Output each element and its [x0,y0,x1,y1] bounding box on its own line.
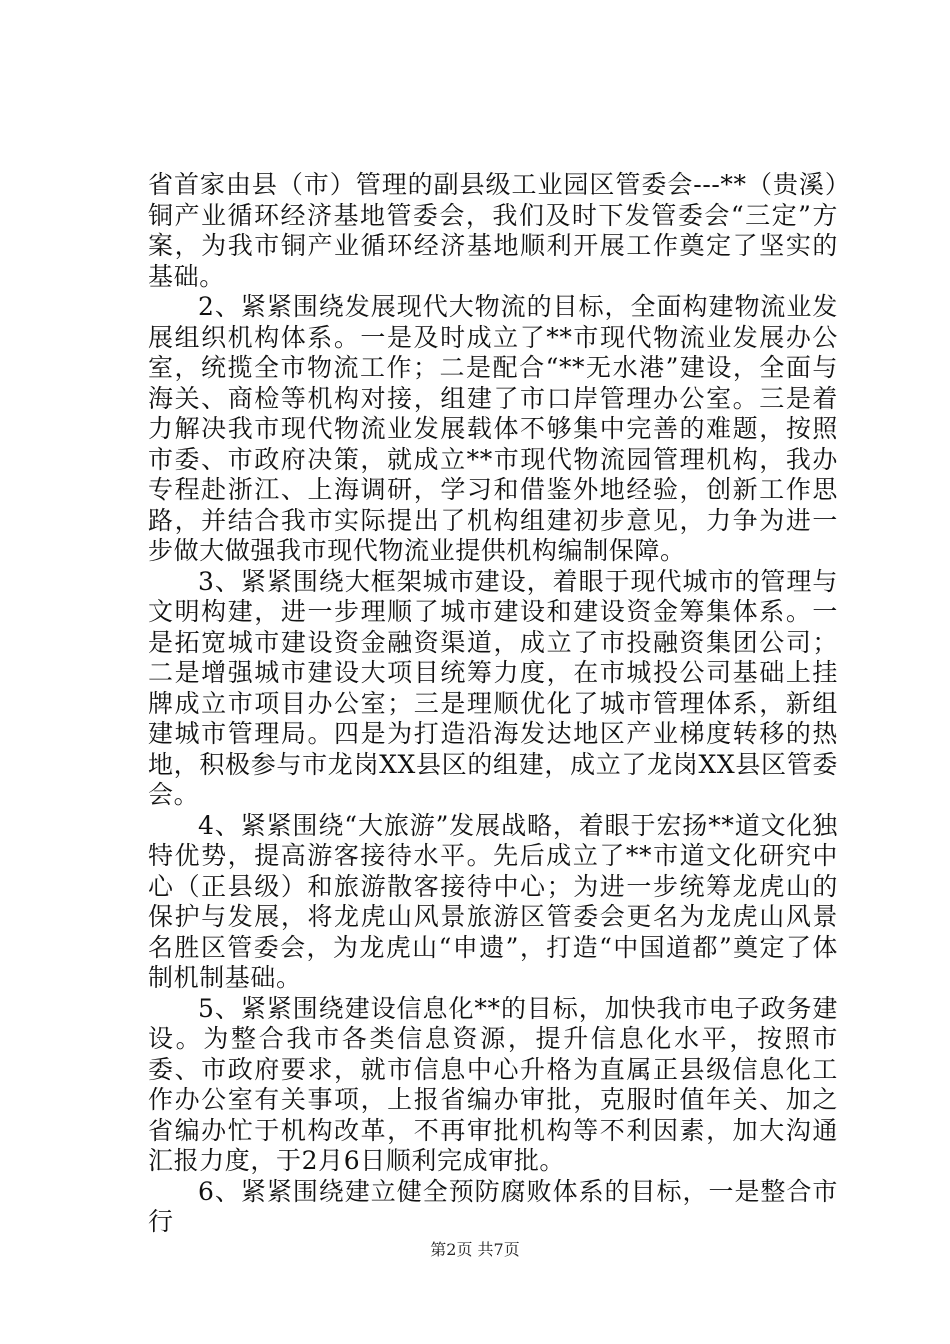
paragraph-item-6: 6、紧紧围绕建立健全预防腐败体系的目标，一是整合市行 [148,1176,838,1236]
paragraph-item-4: 4、紧紧围绕“大旅游”发展战略，着眼于宏扬**道文化独特优势，提高游客接待水平。先后成立了**市道文化研究中心（正县级）和旅游散客接待中心；为进一步统筹龙虎山的保护与发展，将龙虎山风景旅游区管委会更名为龙虎山风景名胜区管委会，为龙虎山“申遗”，打造“中国道都”奠定了体制机制基础。 [148,810,838,992]
paragraph-item-3: 3、紧紧围绕大框架城市建设，着眼于现代城市的管理与文明构建，进一步理顺了城市建设和建设资金筹集体系。一是拓宽城市建设资金融资渠道，成立了市投融资集团公司；二是增强城市建设大项目统筹力度，在市城投公司基础上挂牌成立市项目办公室；三是理顺优化了城市管理体系，新组建城市管理局。四是为打造沿海发达地区产业梯度转移的热地，积极参与市龙岗XX县区的组建，成立了龙岗XX县区管委会。 [148,566,838,809]
paragraph-item-5: 5、紧紧围绕建设信息化**的目标，加快我市电子政务建设。为整合我市各类信息资源，提升信息化水平，按照市委、市政府要求，就市信息中心升格为直属正县级信息化工作办公室有关事项，上报省编办审批，克服时值年关、加之省编办忙于机构改革，不再审批机构等不利因素，加大沟通汇报力度，于2月6日顺利完成审批。 [148,993,838,1175]
paragraph-item-2: 2、紧紧围绕发展现代大物流的目标，全面构建物流业发展组织机构体系。一是及时成立了**市现代物流业发展办公室，统揽全市物流工作；二是配合“**无水港”建设，全面与海关、商检等机构对接，组建了市口岸管理办公室。三是着力解决我市现代物流业发展载体不够集中完善的难题，按照市委、市政府决策，就成立**市现代物流园管理机构，我办专程赴浙江、上海调研，学习和借鉴外地经验，创新工作思路，并结合我市实际提出了机构组建初步意见，力争为进一步做大做强我市现代物流业提供机构编制保障。 [148,292,838,565]
page-number-footer: 第2页 共7页 [430,1240,520,1259]
document-body [148,170,838,1238]
paragraph-continued: 省首家由县（市）管理的副县级工业园区管委会---**（贵溪）铜产业循环经济基地管委会，我们及时下发管委会“三定”方案，为我市铜产业循环经济基地顺利开展工作奠定了坚实的基础。 [148,170,838,291]
